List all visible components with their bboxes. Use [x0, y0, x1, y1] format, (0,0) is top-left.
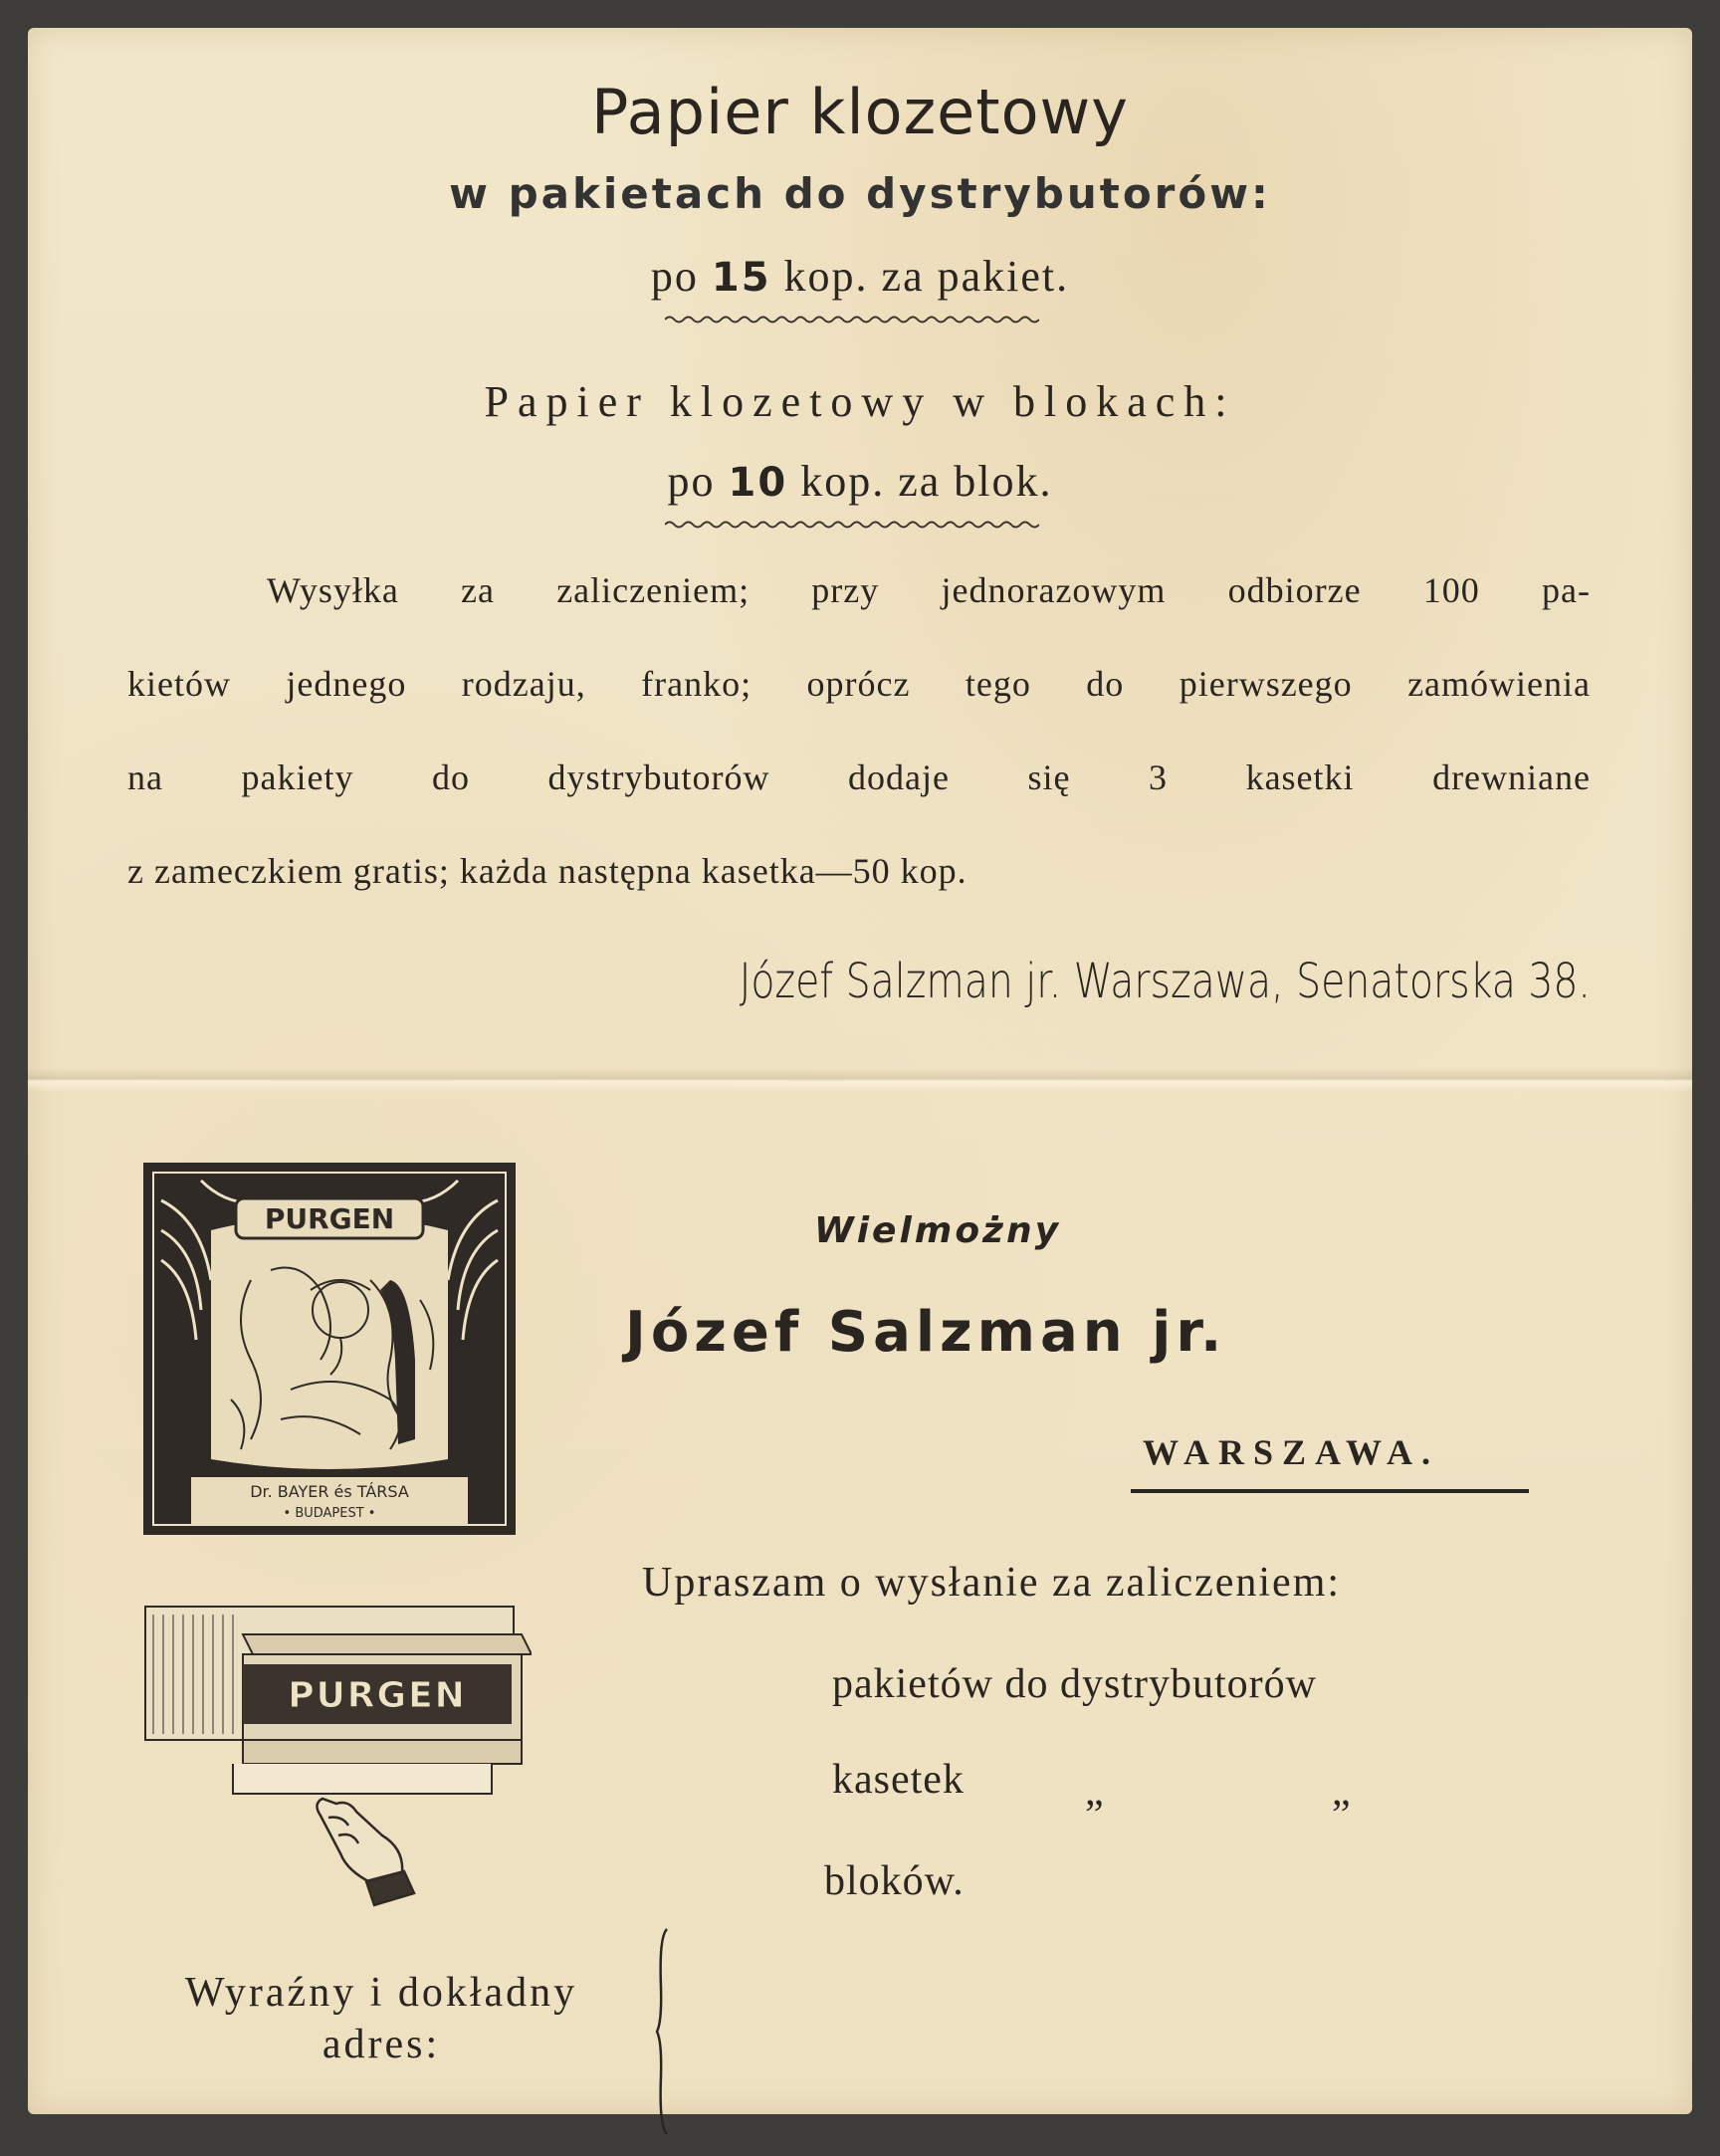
price-packets-prefix: po [650, 252, 699, 301]
price-packets [28, 251, 1692, 302]
sender-signature: Józef Salzman jr. Warszawa, Senatorska 38. [739, 954, 1591, 1009]
salutation: Wielmożny [814, 1210, 1062, 1251]
price-blocks-suffix: kop. za blok. [800, 457, 1053, 506]
logo-brand: PURGEN [264, 1202, 395, 1235]
addressee-city: WARSZAWA. [1143, 1432, 1440, 1472]
fold-line [28, 1068, 1692, 1092]
address-label [117, 1967, 645, 2070]
price-blocks-number: 10 [728, 460, 788, 506]
blocks-heading: Papier klozetowy w blokach: [484, 377, 1236, 426]
logo-maker: Dr. BAYER és TÁRSA [250, 1482, 409, 1501]
ditto-mark-1: „ [1085, 1769, 1105, 1815]
address-label-line-1: Wyraźny i dokładny [184, 1970, 578, 2016]
purgen-logo-image [141, 1161, 518, 1537]
price-packets-suffix: kop. za pakiet. [783, 252, 1070, 301]
ditto-mark-2: „ [1332, 1769, 1352, 1815]
city-underline [1131, 1489, 1529, 1493]
main-title: Papier klozetowy [591, 76, 1129, 148]
order-item-packets: pakietów do dystrybutorów [832, 1661, 1317, 1707]
terms-line-3: na pakiety do dystrybutorów dodaje się 3 kasetki drewniane [127, 757, 1591, 797]
logo-city: • BUDAPEST • [283, 1506, 376, 1521]
price-blocks-prefix: po [667, 457, 716, 506]
order-item-blocks: bloków. [824, 1858, 965, 1904]
terms-line-1: Wysyłka za zaliczeniem; przy jednorazowym odbiorze 100 pa- [267, 570, 1591, 610]
price-blocks [28, 456, 1692, 507]
order-item-boxes: kasetek [832, 1757, 965, 1803]
wavy-divider [665, 313, 1039, 326]
terms-line-2: kietów jednego rodzaju, franko; oprócz tego do pierwszego zamówienia [127, 664, 1591, 704]
price-packets-number: 15 [711, 255, 771, 301]
address-label-line-2: adres: [322, 2022, 441, 2067]
wavy-divider [665, 518, 1039, 532]
purgen-box-image [143, 1605, 532, 1913]
order-request: Upraszam o wysłanie za zaliczeniem: [642, 1560, 1342, 1606]
terms-line-4: z zameczkiem gratis; każda następna kasetka—50 kop. [127, 851, 968, 891]
addressee-name: Józef Salzman jr. [625, 1300, 1227, 1365]
subtitle: w pakietach do dystrybutorów: [449, 169, 1271, 218]
address-bracket [653, 1927, 673, 2136]
order-card [28, 28, 1692, 2114]
box-label: PURGEN [288, 1675, 467, 1716]
